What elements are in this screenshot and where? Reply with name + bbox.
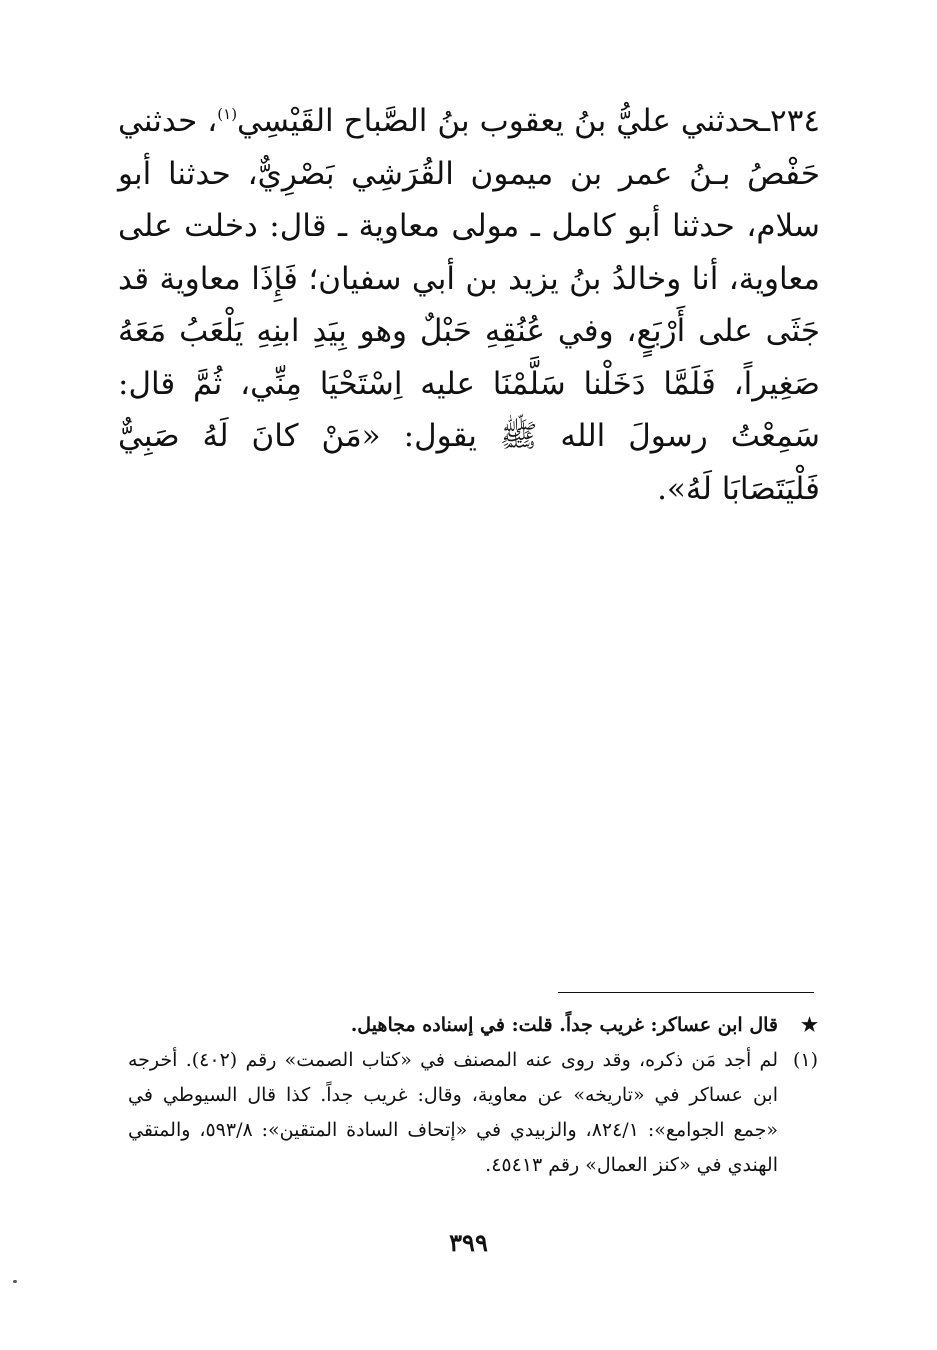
hadith-dash: ـ [760,103,771,139]
hadith-paragraph [118,95,820,515]
hadith-number: ٢٣٤ [770,103,820,139]
editor-note-text: قال ابن عساكر: غريب جداً. قلت: في إسناده مجاهيل. [350,1014,778,1036]
footnotes-section [128,1008,818,1183]
footnote-1 [128,1043,818,1183]
scan-speck [13,1280,17,1283]
footnote-reference: (١) [217,105,238,123]
page-number: ٣٩٩ [449,1228,488,1257]
editor-note [128,1008,818,1043]
footnote-divider [558,992,814,993]
footnote-1-marker: (١) [792,1049,818,1071]
hadith-text-part2: ، حدثني حَفْصُ بـنُ عمر بن ميمون القُرَشِي بَصْرِيٌّ، حدثنا أبو سلام، حدثنا أبو كامل ـ مولى معاوية ـ قال: دخلت على معاوية، أنا وخالدُ بنُ يزيد بن أبي سفيان؛ فَإِذَا معاوية قد جَثَى على أَرْبَعٍ، وفي عُنُقِهِ حَبْلٌ وهو بِيَدِ ابنِهِ يَلْعَبُ مَعَهُ صَغِيراً، فَلَمَّا دَخَلْنا سَلَّمْنَا عليه اِسْتَحْيَا مِنِّي، ثُمَّ قال: سَمِعْتُ رسولَ الله ﷺ يقول: «مَنْ كانَ لَهُ صَبِيٌّ فَلْيَتَصَابَا لَهُ». [118,103,820,507]
footnote-1-text: لم أجد مَن ذكره، وقد روى عنه المصنف في «كتاب الصمت» رقم (٤٠٢). أخرجه ابن عساكر في «تاريخه» عن معاوية، وقال: غريب جداً. كذا قال السيوطي في «جمع الجوامع»: ٨٢٤/١، والزبيدي في «إتحاف السادة المتقين»: ٥٩٣/٨، والمتقي الهندي في «كنز العمال» رقم ٤٥٤١٣. [128,1049,778,1176]
star-marker: ★ [800,1014,818,1036]
hadith-text-part1: حدثني عليُّ بنُ يعقوب بنُ الصَّباح القَيْسِي [237,103,761,139]
